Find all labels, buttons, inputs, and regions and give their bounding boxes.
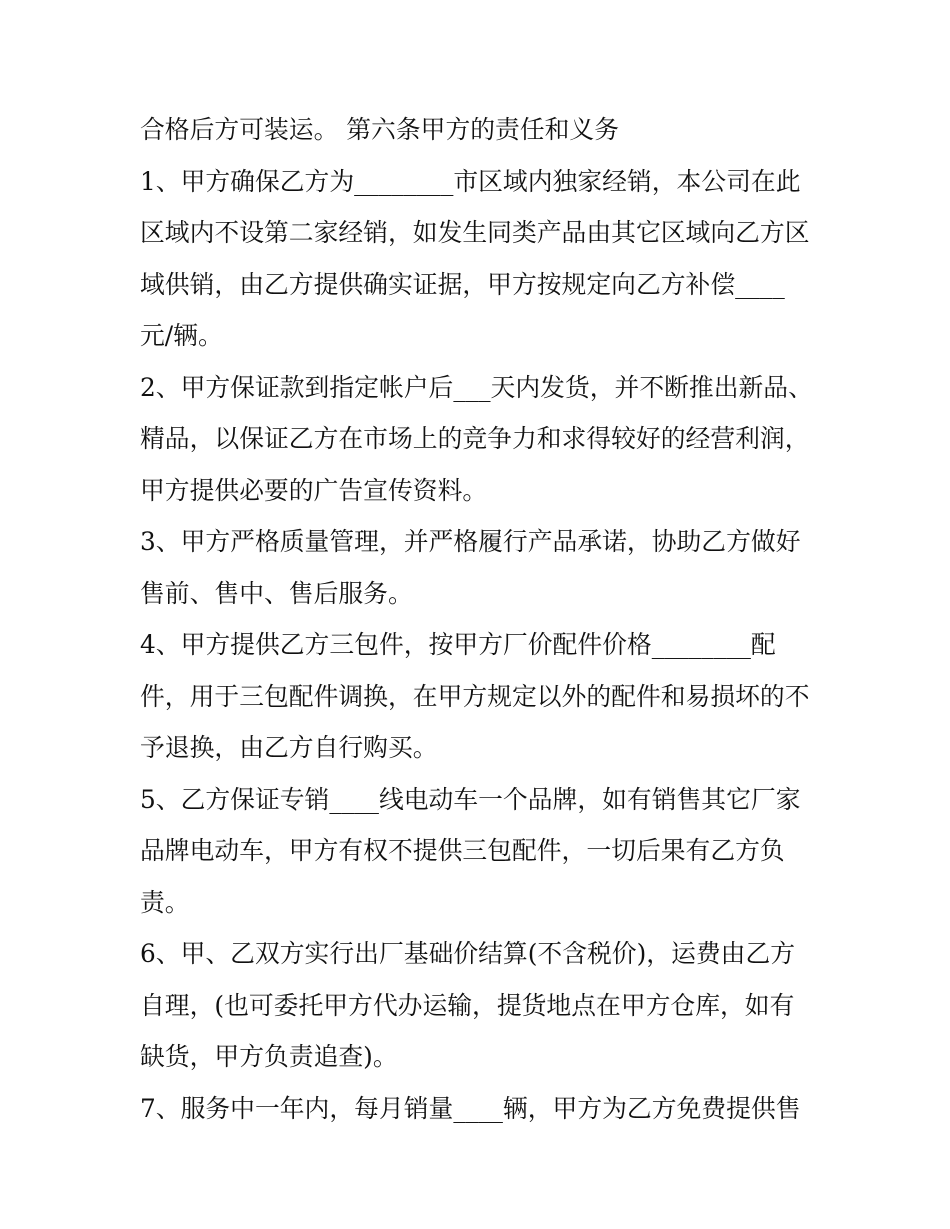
text-line: 责。 xyxy=(140,887,190,917)
text-line: 7、服务中一年内，每月销量____辆，甲方为乙方免费提供售 xyxy=(140,1093,801,1123)
text-line: 元/辆。 xyxy=(140,321,223,350)
text-line: 1、甲方确保乙方为________市区域内独家经销，本公司在此 xyxy=(140,166,801,196)
text-line: 区域内不设第二家经销，如发生同类产品由其它区域向乙方区 xyxy=(140,218,810,247)
text-line: 售前、售中、售后服务。 xyxy=(140,578,413,608)
text-line: 域供销，由乙方提供确实证据，甲方按规定向乙方补偿____ xyxy=(140,269,785,299)
text-line: 合格后方可装运。 第六条甲方的责任和义务 xyxy=(140,115,620,144)
text-line: 2、甲方保证款到指定帐户后___天内发货，并不断推出新品、 xyxy=(140,372,813,402)
text-line: 缺货，甲方负责追查)。 xyxy=(140,1042,398,1071)
text-line: 件，用于三包配件调换，在甲方规定以外的配件和易损坏的不 xyxy=(140,681,810,711)
text-line: 3、甲方严格质量管理，并严格履行产品承诺，协助乙方做好 xyxy=(140,527,801,556)
text-line: 品牌电动车，甲方有权不提供三包配件，一切后果有乙方负 xyxy=(140,836,785,865)
text-line: 6、甲、乙双方实行出厂基础价结算(不含税价)，运费由乙方 xyxy=(140,939,796,968)
text-line: 自理，(也可委托甲方代办运输，提货地点在甲方仓库，如有 xyxy=(140,990,795,1020)
text-line: 甲方提供必要的广告宣传资料。 xyxy=(140,475,488,505)
text-line: 精品，以保证乙方在市场上的竞争力和求得较好的经营利润， xyxy=(140,424,810,453)
text-line: 5、乙方保证专销____线电动车一个品牌，如有销售其它厂家 xyxy=(140,784,801,814)
document-body xyxy=(140,104,840,1134)
text-line: 4、甲方提供乙方三包件，按甲方厂价配件价格________配 xyxy=(140,630,776,659)
text-line: 予退换，由乙方自行购买。 xyxy=(140,733,438,762)
